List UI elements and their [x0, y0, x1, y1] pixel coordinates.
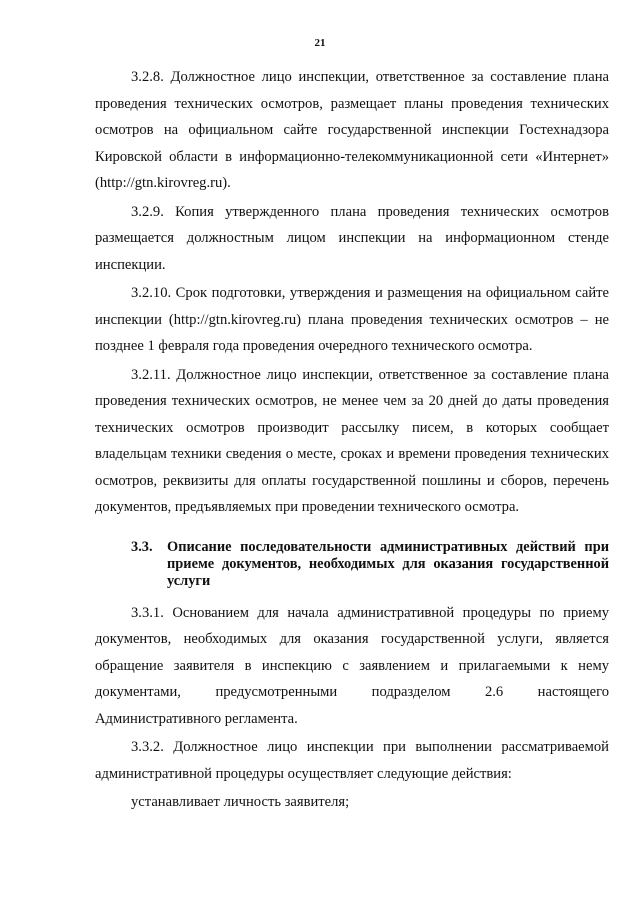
paragraph-3-2-11: 3.2.11. Должностное лицо инспекции, ответственное за составление плана проведения технических осмотров, не менее чем за 20 дней до даты проведения технических осмотров производит рассылку писем, в которых сообщает владельцам техники сведения о месте, сроках и времени проведения технических осмотров, реквизиты для оплаты государственной пошлины и сборов, перечень документов, предъявляемых при проведении технического осмотра.	[95, 366, 609, 515]
paragraph-3-2-8: 3.2.8. Должностное лицо инспекции, ответственное за составление плана проведения технических осмотров, размещает планы проведения технических осмотров на официальном сайте государственной инспекции Гостехнадзора Кировской области в информационно-телекоммуникационной сети «Интернет» (http://gtn.kirovreg.ru).	[95, 69, 609, 191]
section-title: Описание последовательности административных действий при приеме документов, необходимых для оказания государственной услуги	[167, 538, 609, 589]
page-number: 21	[314, 37, 326, 49]
list-item-identify-applicant: устанавливает личность заявителя;	[131, 794, 350, 810]
section-heading-3-3	[95, 539, 609, 590]
paragraph-3-3-2: 3.3.2. Должностное лицо инспекции при выполнении рассматриваемой административной процедуры осуществляет следующие действия:	[95, 739, 609, 782]
paragraph-3-3-1: 3.3.1. Основанием для начала административной процедуры по приему документов, необходимых для оказания государственной услуги, является обращение заявителя в инспекцию с заявлением и прилагаемыми к нему документами, предусмотренными подразделом 2.6 настоящего Административного регламента.	[95, 604, 609, 727]
section-number: 3.3.	[131, 538, 153, 555]
document-body	[95, 64, 609, 818]
paragraph-3-2-9: 3.2.9. Копия утвержденного плана проведения технических осмотров размещается должностным лицом инспекции на информационном стенде инспекции.	[95, 203, 609, 273]
paragraph-3-2-10: 3.2.10. Срок подготовки, утверждения и размещения на официальном сайте инспекции (http://gtn.kirovreg.ru) плана проведения технических осмотров – не позднее 1 февраля года проведения очередного технического осмотра.	[95, 285, 609, 354]
